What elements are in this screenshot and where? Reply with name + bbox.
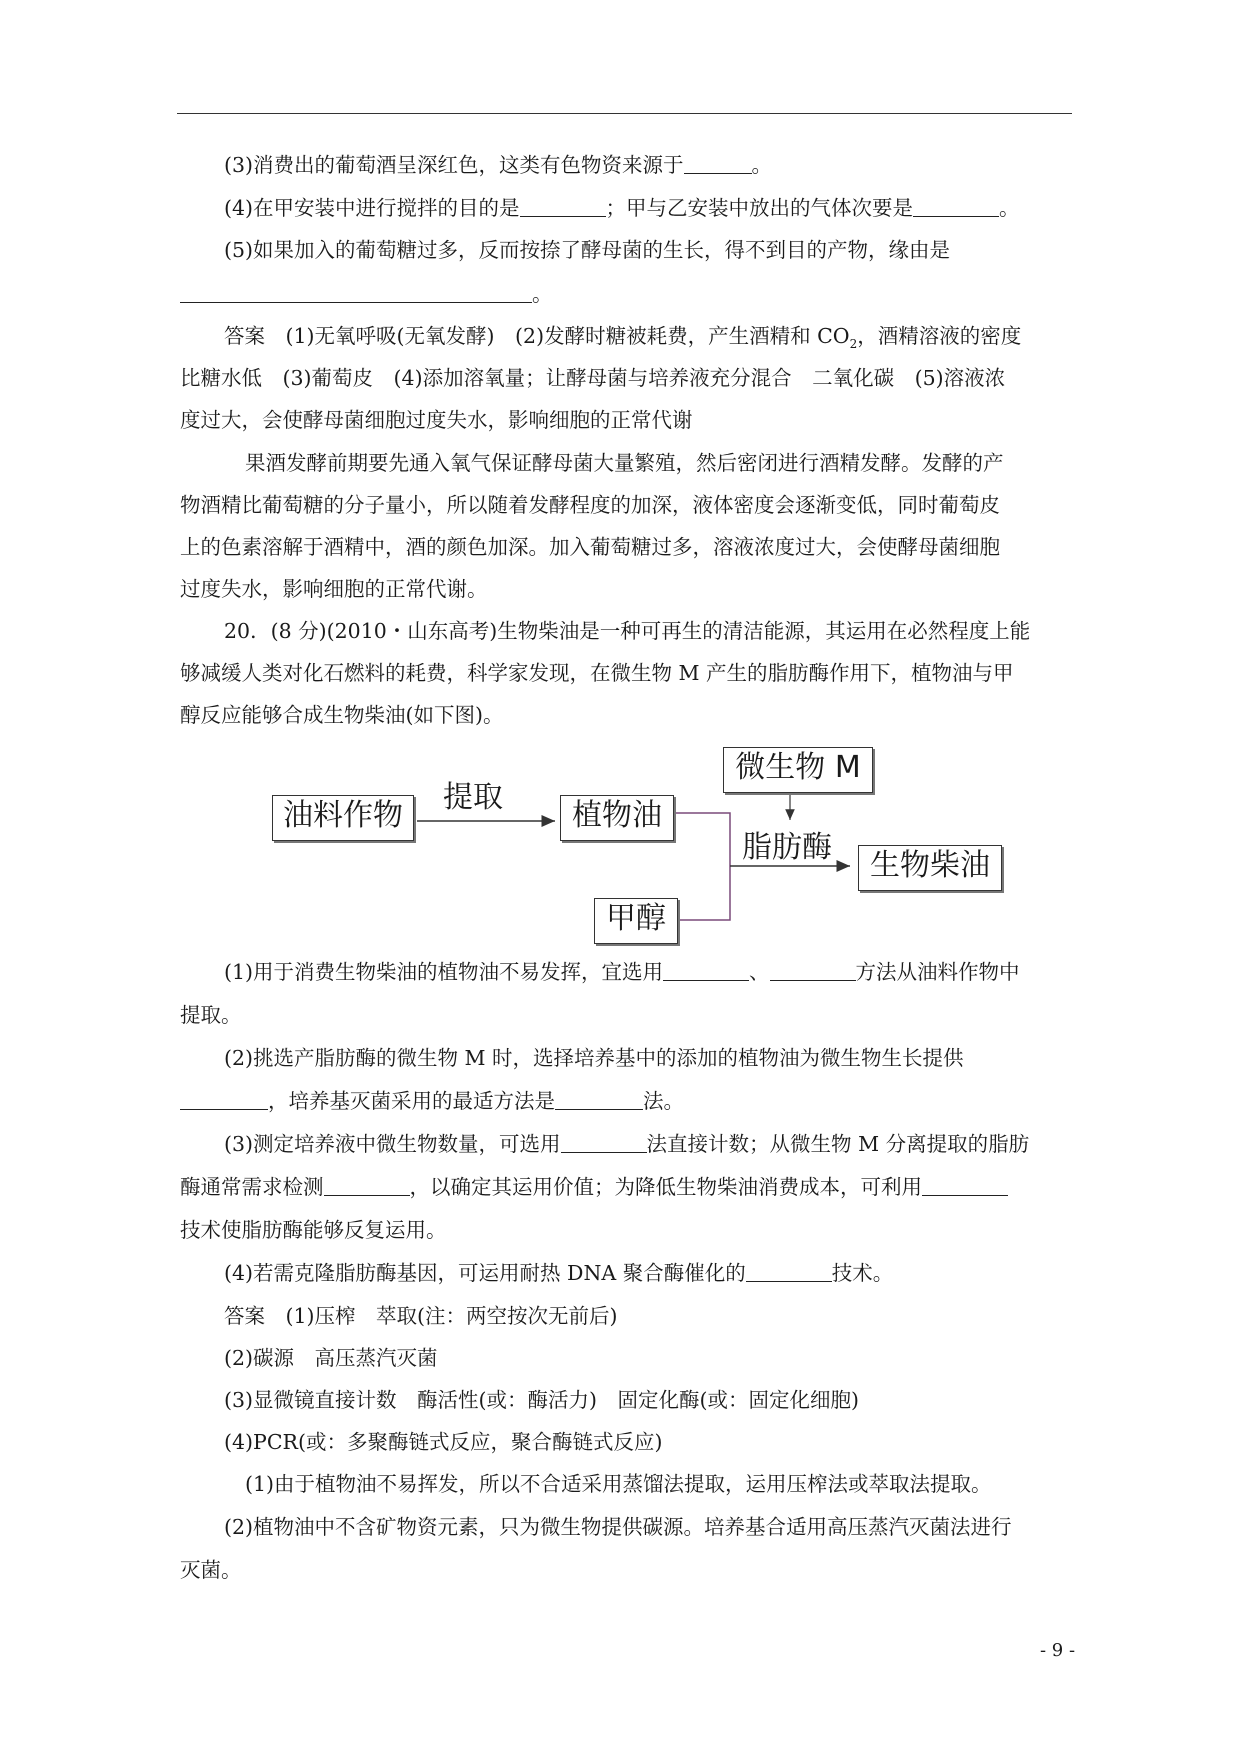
question-line (224, 958, 1072, 986)
question-line (180, 280, 1072, 308)
box-label: 植物油 (572, 798, 662, 833)
box-biodiesel (858, 845, 1002, 891)
box-label: 生物柴油 (870, 848, 990, 883)
text: 够减缓人类对化石燃料的耗费，科学家发现，在微生物 M 产生的脂肪酶作用下，植物油与甲 (180, 661, 1014, 685)
answer-blank (561, 1134, 647, 1153)
text: 技术使脂肪酶能够反复运用。 (180, 1218, 447, 1242)
text: (2)植物油中不含矿物资元素，只为微生物提供碳源。培养基合适用高压蒸汽灭菌法进行 (224, 1515, 1012, 1539)
answer-blank (520, 198, 606, 217)
text: 、 (749, 960, 770, 984)
question-line (180, 1173, 1072, 1201)
question-line (224, 151, 1072, 179)
answer-line (180, 406, 1072, 434)
text: 过度失水，影响细胞的正常代谢。 (180, 577, 488, 601)
answer-line (224, 1428, 1072, 1456)
box-microbe-m (723, 747, 873, 793)
text: 方法从油料作物中 (855, 960, 1020, 984)
process-diagram (260, 752, 1020, 947)
text: (1)由于植物油不易挥发，所以不合适采用蒸馏法提取，运用压榨法或萃取法提取。 (245, 1472, 992, 1496)
question-line (224, 1259, 1072, 1287)
text: 答案 (1)压榨 萃取(注：两空按次无前后) (224, 1304, 618, 1328)
text: ，培养基灭菌采用的最适方法是 (268, 1089, 555, 1113)
explanation-line (180, 533, 1072, 561)
question-line (224, 1130, 1072, 1158)
answer-line (224, 1344, 1072, 1372)
answer-blank (180, 284, 376, 303)
question-line (180, 1001, 1072, 1029)
text: 上的色素溶解于酒精中，酒的颜色加深。加入葡萄糖过多，溶液浓度过大，会使酵母菌细胞 (180, 535, 1000, 559)
explanation-line (245, 1470, 1072, 1498)
answer-blank (324, 1177, 410, 1196)
question-line (224, 1044, 1072, 1072)
answer-blank (770, 962, 856, 981)
explanation-line (224, 1513, 1072, 1541)
answer-line (224, 1302, 1072, 1330)
header-rule (177, 113, 1072, 114)
text: ，以确定其运用价值；为降低生物柴油消费成本，可利用 (409, 1175, 922, 1199)
text: 物酒精比葡萄糖的分子量小，所以随着发酵程度的加深，液体密度会逐渐变低，同时葡萄皮 (180, 493, 1000, 517)
question-line (180, 1087, 1072, 1115)
answer-blank (746, 1263, 832, 1282)
text: 答案 (1)无氧呼吸(无氧发酵) (2)发酵时糖被耗费，产生酒精和 CO (224, 324, 850, 348)
explanation-line (180, 491, 1072, 519)
question-line (180, 1216, 1072, 1244)
box-label: 甲醇 (606, 901, 666, 936)
text: 灭菌。 (180, 1558, 242, 1582)
answer-blank (555, 1091, 643, 1110)
subscript: 2 (849, 337, 858, 352)
box-plant-oil (560, 795, 674, 841)
text: 法。 (643, 1089, 684, 1113)
label-extract: 提取 (443, 780, 503, 815)
text: (3)测定培养液中微生物数量，可选用 (224, 1132, 561, 1156)
question-line (180, 701, 1072, 729)
question-line (180, 659, 1072, 687)
answer-blank (663, 962, 749, 981)
answer-line (180, 364, 1072, 392)
text: 技术。 (831, 1261, 894, 1285)
label-lipase: 脂肪酶 (742, 830, 832, 865)
text: 。 (751, 153, 773, 177)
text: 比糖水低 (3)葡萄皮 (4)添加溶氧量；让酵母菌与培养液充分混合 二氧化碳 (5)溶液浓 (180, 366, 1006, 390)
box-oil-crop (272, 795, 414, 841)
text: 提取。 (180, 1003, 242, 1027)
text: (4)PCR(或：多聚酶链式反应，聚合酶链式反应) (224, 1430, 663, 1454)
text: (4)在甲安装中进行搅拌的目的是 (224, 196, 520, 220)
text: (4)若需克隆脂肪酶基因，可运用耐热 DNA 聚合酶催化的 (224, 1261, 746, 1285)
text: (2)碳源 高压蒸汽灭菌 (224, 1346, 438, 1370)
question-line (224, 617, 1072, 645)
answer-line (224, 322, 1072, 358)
box-label: 油料作物 (283, 798, 403, 833)
text: (2)挑选产脂肪酶的微生物 M 时，选择培养基中的添加的植物油为微生物生长提供 (224, 1046, 964, 1070)
text: 。 (999, 196, 1020, 220)
answer-blank (180, 1091, 268, 1110)
explanation-line (245, 449, 1072, 477)
explanation-line (180, 575, 1072, 603)
explanation-line (180, 1556, 1072, 1584)
answer-line (224, 1386, 1072, 1414)
answer-blank (376, 284, 532, 303)
text: (5)如果加入的葡萄糖过多，反而按捺了酵母菌的生长，得不到目的产物，缘由是 (224, 238, 951, 262)
answer-blank (684, 155, 752, 174)
question-line (224, 194, 1072, 222)
answer-blank (922, 1177, 1008, 1196)
box-methanol (594, 898, 678, 944)
text: (1)用于消费生物柴油的植物油不易发挥，宜选用 (224, 960, 664, 984)
text: ；甲与乙安装中放出的气体次要是 (605, 196, 914, 220)
text: 酶通常需求检测 (180, 1175, 324, 1199)
page-number: - 9 - (1040, 1640, 1076, 1661)
answer-blank (913, 198, 999, 217)
text: 法直接计数；从微生物 M 分离提取的脂肪 (646, 1132, 1030, 1156)
text: 醇反应能够合成生物柴油(如下图)。 (180, 703, 504, 727)
text: 果酒发酵前期要先通入氧气保证酵母菌大量繁殖，然后密闭进行酒精发酵。发酵的产 (245, 451, 1004, 475)
text: (3)消费出的葡萄酒呈深红色，这类有色物资来源于 (224, 153, 684, 177)
merge-bracket (675, 813, 730, 920)
text: 度过大，会使酵母菌细胞过度失水，影响细胞的正常代谢 (180, 408, 693, 432)
text: ，酒精溶液的密度 (857, 324, 1022, 348)
text: 。 (532, 282, 553, 306)
box-label: 微生物 M (735, 750, 861, 785)
text: (3)显微镜直接计数 酶活性(或：酶活力) 固定化酶(或：固定化细胞) (224, 1388, 860, 1412)
question-line (224, 236, 1072, 264)
text: 20．(8 分)(2010・山东高考)生物柴油是一种可再生的清洁能源，其运用在必然程度上能 (224, 619, 1031, 643)
